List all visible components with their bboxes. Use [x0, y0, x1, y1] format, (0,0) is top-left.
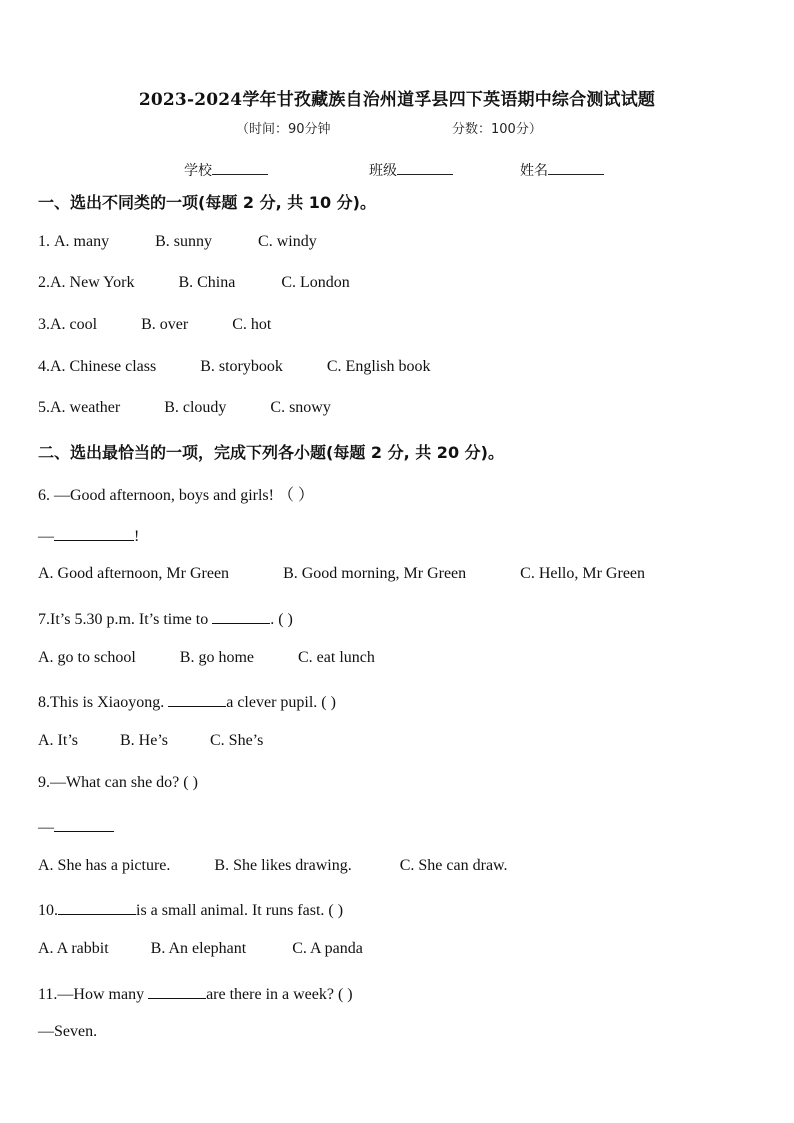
option-a[interactable]: A. many [54, 233, 110, 250]
option-b[interactable]: B. She likes drawing. [214, 857, 352, 874]
question-1 [38, 233, 317, 251]
option-b[interactable]: B. sunny [155, 233, 213, 250]
question-6-options [38, 565, 645, 583]
question-8-stem [38, 690, 336, 712]
answer-blank[interactable] [212, 607, 270, 624]
stem-text: 7.It’s 5.30 p.m. It’s time to [38, 611, 213, 628]
exam-title: 2023-2024学年甘孜藏族自治州道孚县四下英语期中综合测试试题 [138, 90, 656, 110]
question-2 [38, 274, 350, 292]
question-9-reply [38, 815, 114, 837]
question-5 [38, 399, 331, 417]
option-b[interactable]: B. cloudy [164, 399, 227, 416]
option-a[interactable]: A. cool [50, 316, 98, 333]
option-c[interactable]: C. eat lunch [298, 649, 375, 666]
option-b[interactable]: B. Good morning, Mr Green [283, 565, 467, 582]
stem-text: are there in a week? ( ) [206, 986, 353, 1003]
question-9-stem: 9.—What can she do? ( ) [38, 774, 198, 791]
option-b[interactable]: B. He’s [120, 732, 168, 749]
name-blank[interactable] [548, 160, 604, 175]
option-a[interactable]: A. She has a picture. [38, 857, 171, 874]
question-6-stem: 6. —Good afternoon, boys and girls! （ ） [38, 487, 314, 504]
option-a[interactable]: A. A rabbit [38, 940, 109, 957]
option-c[interactable]: C. London [281, 274, 350, 291]
option-c[interactable]: C. She can draw. [399, 857, 508, 874]
section-2-heading: 二、选出最恰当的一项，完成下列各小题(每题 2 分, 共 20 分)。 [38, 443, 504, 462]
stem-text: . ( ) [270, 611, 293, 628]
section-1-heading: 一、选出不同类的一项(每题 2 分, 共 10 分)。 [38, 193, 376, 212]
stem-text: a clever pupil. ( ) [226, 694, 336, 711]
question-11-stem [38, 982, 353, 1004]
stem-text: 11.—How many [38, 986, 149, 1003]
option-b[interactable]: B. An elephant [150, 940, 247, 957]
name-field[interactable] [520, 160, 604, 180]
question-number: 1. [38, 233, 54, 250]
option-c[interactable]: C. hot [232, 316, 272, 333]
option-c[interactable]: C. A panda [292, 940, 363, 957]
question-number: 3. [38, 316, 50, 333]
option-a[interactable]: A. weather [50, 399, 121, 416]
question-8-options [38, 732, 263, 750]
option-b[interactable]: B. China [178, 274, 236, 291]
question-9-options [38, 857, 508, 875]
question-7-stem [38, 607, 293, 629]
dash: — [38, 528, 54, 545]
answer-blank[interactable] [54, 524, 134, 541]
option-a[interactable]: A. Good afternoon, Mr Green [38, 565, 230, 582]
option-a[interactable]: A. It’s [38, 732, 78, 749]
question-11-reply: —Seven. [38, 1023, 98, 1040]
option-c[interactable]: C. windy [258, 233, 317, 250]
option-c[interactable]: C. snowy [270, 399, 331, 416]
dash: — [38, 819, 54, 836]
class-blank[interactable] [397, 160, 453, 175]
answer-blank[interactable] [168, 690, 226, 707]
question-number: 4. [38, 358, 50, 375]
question-number: 2. [38, 274, 50, 291]
school-blank[interactable] [212, 160, 268, 175]
name-label: 姓名 [520, 163, 548, 179]
class-label: 班级 [369, 163, 397, 179]
question-4 [38, 358, 430, 376]
option-b[interactable]: B. over [141, 316, 189, 333]
option-a[interactable]: A. New York [50, 274, 135, 291]
option-a[interactable]: A. go to school [38, 649, 136, 666]
exclamation: ! [134, 528, 140, 545]
stem-text: is a small animal. It runs fast. ( ) [136, 902, 344, 919]
question-6-reply [38, 524, 139, 546]
option-c[interactable]: C. English book [326, 358, 431, 375]
option-c[interactable]: C. Hello, Mr Green [520, 565, 646, 582]
option-b[interactable]: B. storybook [200, 358, 283, 375]
student-fields [0, 160, 794, 182]
stem-text: 10. [38, 902, 58, 919]
answer-blank[interactable] [148, 982, 206, 999]
answer-blank[interactable] [54, 815, 114, 832]
question-number: 5. [38, 399, 50, 416]
option-c[interactable]: C. She’s [210, 732, 264, 749]
class-field[interactable] [369, 160, 453, 180]
option-a[interactable]: A. Chinese class [50, 358, 157, 375]
exam-time: （时间：90分钟 [236, 122, 331, 137]
school-label: 学校 [184, 163, 212, 179]
stem-text: 8.This is Xiaoyong. [38, 694, 169, 711]
answer-blank[interactable] [58, 898, 136, 915]
exam-score: 分数：100分） [452, 122, 542, 137]
exam-info [0, 118, 794, 138]
question-10-stem [38, 898, 343, 920]
question-10-options [38, 940, 363, 958]
question-3 [38, 316, 271, 334]
question-7-options [38, 649, 375, 667]
school-field[interactable] [184, 160, 268, 180]
option-b[interactable]: B. go home [179, 649, 254, 666]
